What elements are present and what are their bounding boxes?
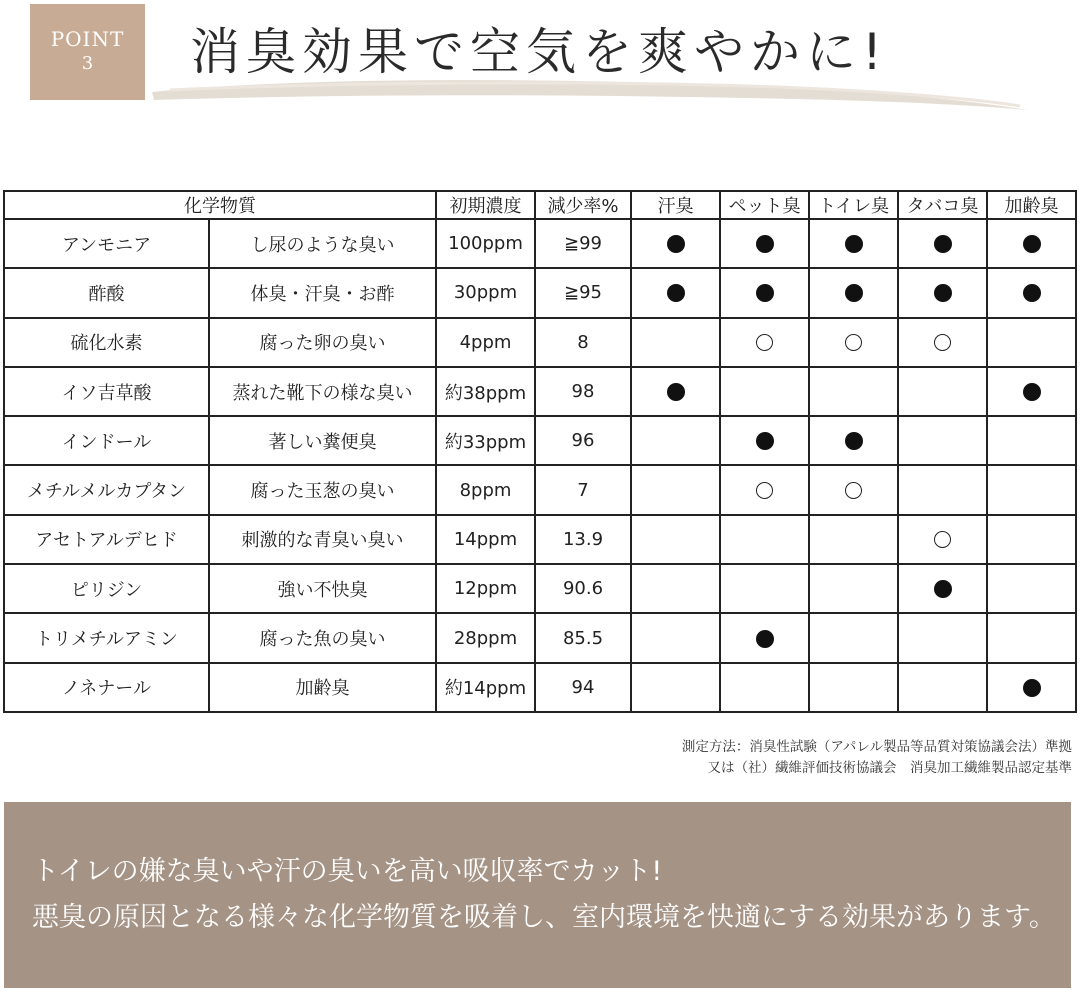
mark-cell-tobacco	[898, 663, 987, 712]
chemical-cell: 酢酸	[4, 268, 209, 317]
mark-cell-sweat	[631, 515, 720, 564]
mark-cell-pet	[720, 515, 809, 564]
concentration-cell: 12ppm	[436, 564, 535, 613]
open-circle-icon	[934, 334, 951, 351]
table-row	[4, 613, 1076, 662]
filled-circle-icon	[934, 284, 952, 302]
mark-cell-toilet	[809, 564, 898, 613]
chemical-cell: ピリジン	[4, 564, 209, 613]
mark-cell-sweat	[631, 219, 720, 268]
concentration-cell: 30ppm	[436, 268, 535, 317]
filled-circle-icon	[756, 432, 774, 450]
filled-circle-icon	[756, 284, 774, 302]
mark-cell-tobacco	[898, 268, 987, 317]
mark-cell-aging	[987, 465, 1076, 514]
mark-cell-pet	[720, 219, 809, 268]
mark-cell-tobacco	[898, 219, 987, 268]
open-circle-icon	[934, 531, 951, 548]
filled-circle-icon	[667, 383, 685, 401]
mark-cell-pet	[720, 465, 809, 514]
mark-cell-aging	[987, 367, 1076, 416]
mark-cell-toilet	[809, 465, 898, 514]
table-row	[4, 219, 1076, 268]
header-chemical: 化学物質	[4, 191, 436, 219]
mark-cell-aging	[987, 318, 1076, 367]
open-circle-icon	[845, 334, 862, 351]
mark-cell-sweat	[631, 268, 720, 317]
filled-circle-icon	[1023, 383, 1041, 401]
table-header-row	[4, 191, 1076, 219]
chemical-cell: アンモニア	[4, 219, 209, 268]
table-row	[4, 465, 1076, 514]
filled-circle-icon	[667, 235, 685, 253]
filled-circle-icon	[756, 630, 774, 648]
concentration-cell: 約33ppm	[436, 416, 535, 465]
reduction-cell: 8	[535, 318, 631, 367]
summary-line-2: 悪臭の原因となる様々な化学物質を吸着し、室内環境を快適にする効果があります。	[32, 902, 1056, 933]
mark-cell-toilet	[809, 663, 898, 712]
mark-cell-sweat	[631, 465, 720, 514]
filled-circle-icon	[1023, 679, 1041, 697]
reduction-cell: ≧99	[535, 219, 631, 268]
filled-circle-icon	[845, 432, 863, 450]
filled-circle-icon	[934, 580, 952, 598]
filled-circle-icon	[845, 284, 863, 302]
mark-cell-aging	[987, 268, 1076, 317]
table-row	[4, 367, 1076, 416]
mark-cell-tobacco	[898, 564, 987, 613]
mark-cell-toilet	[809, 219, 898, 268]
header-aging: 加齢臭	[987, 191, 1076, 219]
description-cell: 刺激的な青臭い臭い	[209, 515, 436, 564]
mark-cell-pet	[720, 268, 809, 317]
reduction-cell: 85.5	[535, 613, 631, 662]
table-row	[4, 318, 1076, 367]
chemical-cell: インドール	[4, 416, 209, 465]
description-cell: 強い不快臭	[209, 564, 436, 613]
concentration-cell: 8ppm	[436, 465, 535, 514]
description-cell: 腐った魚の臭い	[209, 613, 436, 662]
header-pet: ペット臭	[720, 191, 809, 219]
header-concentration: 初期濃度	[436, 191, 535, 219]
summary-line-1: トイレの嫌な臭いや汗の臭いを高い吸収率でカット!	[32, 856, 663, 887]
point-label: POINT	[50, 27, 125, 51]
chemical-cell: ノネナール	[4, 663, 209, 712]
description-cell: 体臭・汗臭・お酢	[209, 268, 436, 317]
reduction-cell: 7	[535, 465, 631, 514]
summary-box	[4, 802, 1071, 988]
open-circle-icon	[756, 334, 773, 351]
mark-cell-sweat	[631, 663, 720, 712]
description-cell: 加齢臭	[209, 663, 436, 712]
concentration-cell: 約38ppm	[436, 367, 535, 416]
reduction-cell: 90.6	[535, 564, 631, 613]
mark-cell-tobacco	[898, 367, 987, 416]
table-row	[4, 268, 1076, 317]
header-reduction: 減少率%	[535, 191, 631, 219]
description-cell: 著しい糞便臭	[209, 416, 436, 465]
chemical-cell: 硫化水素	[4, 318, 209, 367]
mark-cell-tobacco	[898, 318, 987, 367]
mark-cell-pet	[720, 663, 809, 712]
table-row	[4, 663, 1076, 712]
filled-circle-icon	[756, 235, 774, 253]
mark-cell-pet	[720, 564, 809, 613]
mark-cell-aging	[987, 515, 1076, 564]
mark-cell-toilet	[809, 515, 898, 564]
description-cell: し尿のような臭い	[209, 219, 436, 268]
mark-cell-aging	[987, 663, 1076, 712]
note-line-1: 測定方法：消臭性試験（アパレル製品等品質対策協議会法）準拠	[681, 739, 1072, 755]
open-circle-icon	[756, 482, 773, 499]
mark-cell-pet	[720, 367, 809, 416]
chemical-cell: イソ吉草酸	[4, 367, 209, 416]
mark-cell-toilet	[809, 318, 898, 367]
mark-cell-sweat	[631, 613, 720, 662]
mark-cell-aging	[987, 613, 1076, 662]
mark-cell-tobacco	[898, 613, 987, 662]
table-row	[4, 564, 1076, 613]
description-cell: 腐った卵の臭い	[209, 318, 436, 367]
mark-cell-pet	[720, 416, 809, 465]
mark-cell-tobacco	[898, 465, 987, 514]
reduction-cell: 96	[535, 416, 631, 465]
mark-cell-sweat	[631, 416, 720, 465]
point-badge	[30, 4, 145, 100]
concentration-cell: 4ppm	[436, 318, 535, 367]
table-body	[4, 219, 1076, 712]
mark-cell-toilet	[809, 268, 898, 317]
chemical-cell: アセトアルデヒド	[4, 515, 209, 564]
table-row	[4, 515, 1076, 564]
concentration-cell: 100ppm	[436, 219, 535, 268]
header-sweat: 汗臭	[631, 191, 720, 219]
mark-cell-toilet	[809, 613, 898, 662]
reduction-cell: 98	[535, 367, 631, 416]
mark-cell-sweat	[631, 318, 720, 367]
deodorant-test-table	[3, 190, 1077, 713]
mark-cell-pet	[720, 318, 809, 367]
open-circle-icon	[845, 482, 862, 499]
description-cell: 蒸れた靴下の様な臭い	[209, 367, 436, 416]
header-toilet: トイレ臭	[809, 191, 898, 219]
mark-cell-aging	[987, 416, 1076, 465]
chemical-cell: メチルメルカプタン	[4, 465, 209, 514]
chemical-cell: トリメチルアミン	[4, 613, 209, 662]
mark-cell-aging	[987, 219, 1076, 268]
reduction-cell: 13.9	[535, 515, 631, 564]
mark-cell-aging	[987, 564, 1076, 613]
filled-circle-icon	[845, 235, 863, 253]
concentration-cell: 28ppm	[436, 613, 535, 662]
mark-cell-sweat	[631, 564, 720, 613]
filled-circle-icon	[1023, 235, 1041, 253]
description-cell: 腐った玉葱の臭い	[209, 465, 436, 514]
mark-cell-toilet	[809, 367, 898, 416]
mark-cell-tobacco	[898, 416, 987, 465]
table-row	[4, 416, 1076, 465]
filled-circle-icon	[934, 235, 952, 253]
mark-cell-toilet	[809, 416, 898, 465]
mark-cell-sweat	[631, 367, 720, 416]
mark-cell-tobacco	[898, 515, 987, 564]
reduction-cell: 94	[535, 663, 631, 712]
note-line-2: 又は（社）繊維評価技術協議会 消臭加工繊維製品認定基準	[707, 760, 1072, 776]
filled-circle-icon	[1023, 284, 1041, 302]
measurement-notes	[682, 737, 1072, 779]
concentration-cell: 14ppm	[436, 515, 535, 564]
point-number: 3	[81, 53, 94, 74]
concentration-cell: 約14ppm	[436, 663, 535, 712]
page-headline: 消臭効果で空気を爽やかに!	[190, 23, 889, 81]
header-tobacco: タバコ臭	[898, 191, 987, 219]
filled-circle-icon	[667, 284, 685, 302]
reduction-cell: ≧95	[535, 268, 631, 317]
mark-cell-pet	[720, 613, 809, 662]
